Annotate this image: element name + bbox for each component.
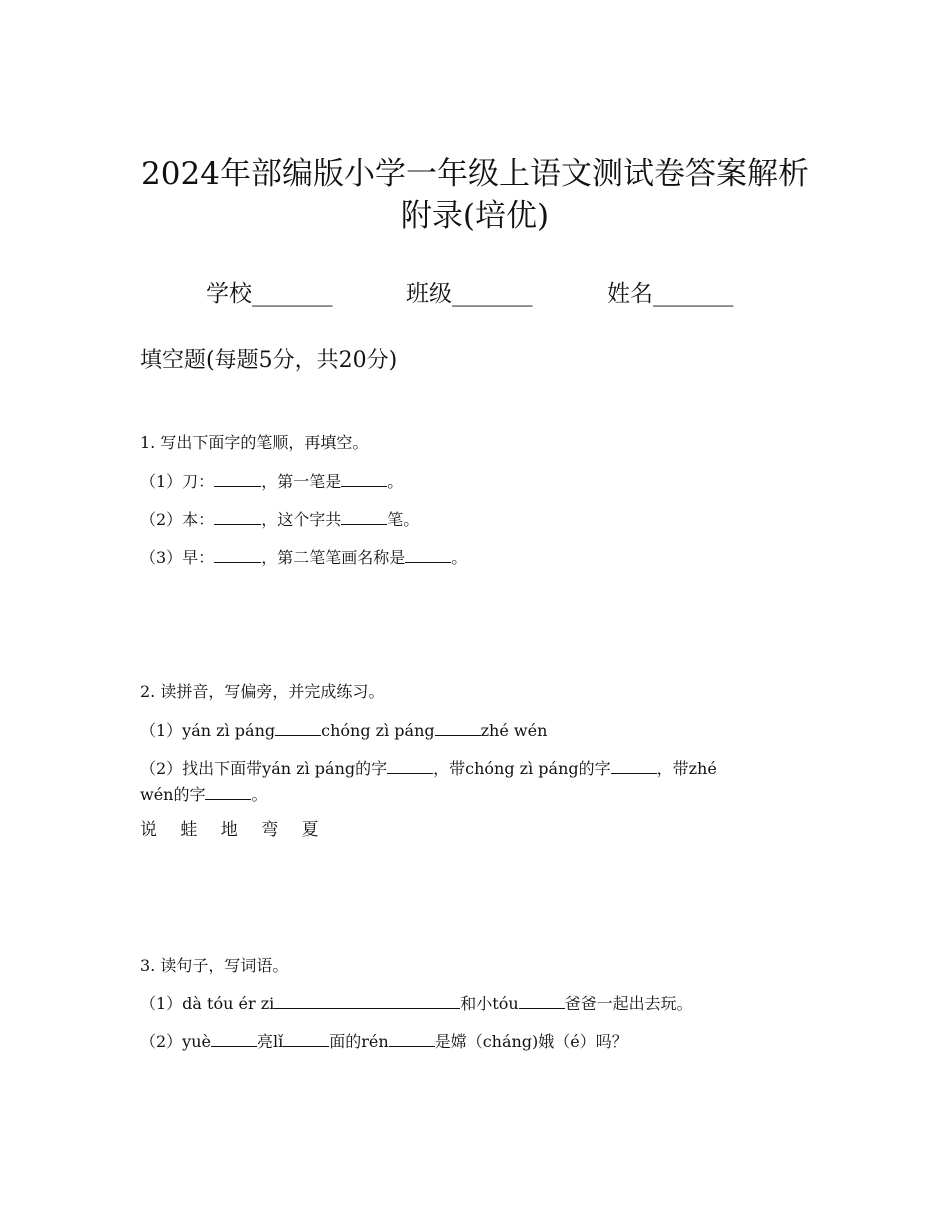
item-text: 笔。 (387, 510, 420, 529)
item-text: chóng zì páng (321, 721, 435, 740)
answer-blank[interactable] (205, 785, 251, 800)
item-text: （1）yán zì páng (140, 721, 276, 740)
item-text: （1）dà tóu ér zi (140, 994, 275, 1013)
section-title: 填空题(每题5分，共20分) (140, 348, 398, 373)
answer-blank[interactable] (389, 1032, 435, 1047)
character-list: 说 蛙 地 弯 夏 (140, 820, 328, 840)
item-text: （2）yuè (140, 1032, 211, 1051)
question-2-item-1 (140, 720, 547, 742)
item-text: 面的rén (329, 1032, 389, 1051)
answer-blank[interactable] (405, 548, 451, 563)
answer-blank[interactable] (275, 721, 321, 736)
answer-blank[interactable] (214, 472, 261, 487)
item-text: （2）本： (140, 510, 215, 529)
question-1-prompt: 1. 写出下面字的笔顺，再填空。 (140, 433, 369, 452)
answer-blank[interactable] (387, 759, 433, 774)
question-3-item-1 (140, 993, 693, 1015)
answer-blank[interactable] (435, 721, 481, 736)
question-2-item-2 (140, 758, 717, 780)
item-text: ，这个字共 (261, 510, 342, 529)
answer-blank[interactable] (274, 994, 460, 1009)
item-text: 。 (251, 785, 268, 804)
school-field: 学校_______ (206, 281, 333, 307)
question-1-item-1 (140, 471, 403, 493)
item-text: wén的字 (140, 785, 206, 804)
answer-blank[interactable] (283, 1032, 329, 1047)
answer-blank[interactable] (519, 994, 565, 1009)
question-1-item-2 (140, 509, 419, 531)
page-title-line2: 附录(培优) (400, 198, 550, 234)
item-text: 是嫦（cháng)娥（é）吗？ (434, 1032, 628, 1051)
answer-blank[interactable] (214, 510, 261, 525)
question-2-item-2-continued (140, 784, 268, 806)
item-text: （2）找出下面带yán zì páng的字 (140, 759, 388, 778)
item-text: ，带zhé (656, 759, 717, 778)
answer-blank[interactable] (611, 759, 657, 774)
item-text: ，带chóng zì páng的字 (433, 759, 611, 778)
item-text: 爸爸一起出去玩。 (564, 994, 693, 1013)
question-3-item-2 (140, 1031, 628, 1053)
question-2-prompt: 2. 读拼音，写偏旁，并完成练习。 (140, 682, 385, 701)
item-text: 和小tóu (460, 994, 519, 1013)
item-text: 亮lǐ (257, 1032, 284, 1051)
class-field: 班级_______ (406, 281, 533, 307)
item-text: ，第一笔是 (261, 472, 342, 491)
answer-blank[interactable] (211, 1032, 257, 1047)
item-text: （3）早： (140, 548, 215, 567)
item-text: （1）刀： (140, 472, 215, 491)
item-text: ，第二笔笔画名称是 (261, 548, 406, 567)
name-field: 姓名_______ (607, 281, 734, 307)
answer-blank[interactable] (341, 510, 387, 525)
item-text: zhé wén (480, 721, 548, 740)
question-1-item-3 (140, 547, 467, 569)
item-text: 。 (451, 548, 468, 567)
item-text: 。 (387, 472, 404, 491)
answer-blank[interactable] (214, 548, 261, 563)
answer-blank[interactable] (341, 472, 387, 487)
page-title-line1: 2024年部编版小学一年级上语文测试卷答案解析 (141, 156, 809, 192)
question-3-prompt: 3. 读句子，写词语。 (140, 956, 289, 975)
